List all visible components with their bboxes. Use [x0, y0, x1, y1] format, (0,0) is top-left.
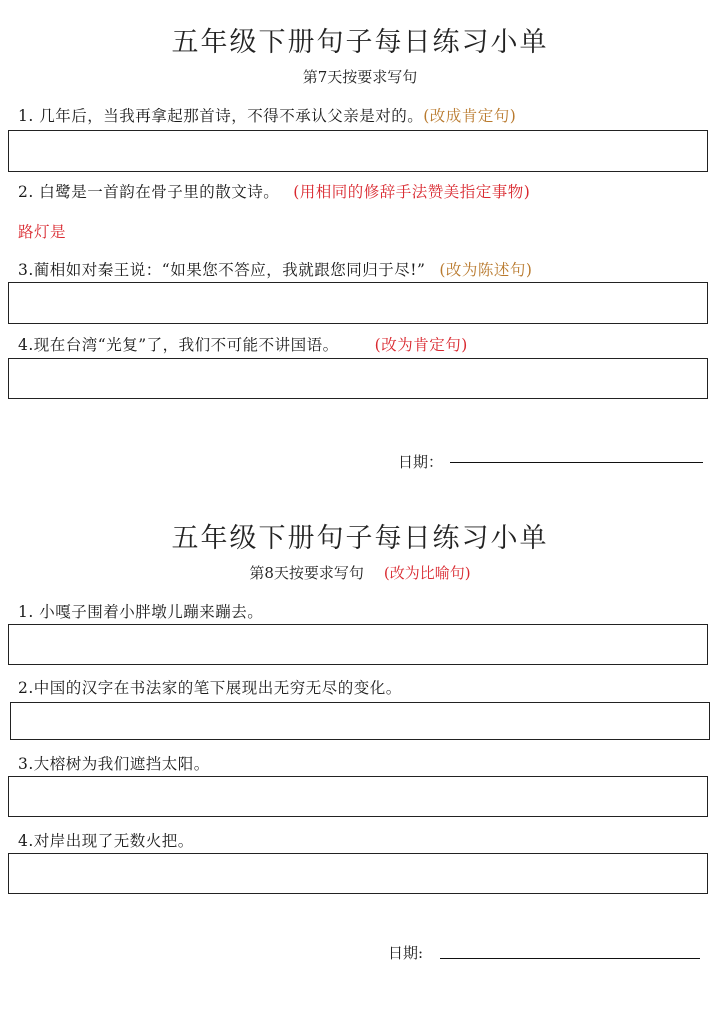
sheet1-answer-box-1[interactable] [8, 130, 708, 172]
question-2-hint: (用相同的修辞手法赞美指定事物) [293, 183, 531, 201]
question-1-hint: (改成肯定句) [423, 107, 517, 125]
sheet2-question-2: 2.中国的汉字在书法家的笔下展现出无穷无尽的变化。 [18, 679, 402, 697]
sheet1-answer-box-3[interactable] [8, 282, 708, 324]
sheet2-subtitle-text: 第8天按要求写句 [249, 564, 364, 582]
sheet1-date-line[interactable] [450, 462, 703, 463]
sheet1-question-3 [18, 258, 532, 280]
question-4-hint: (改为肯定句) [374, 336, 468, 354]
question-4-text: 4.现在台湾“光复”了，我们不可能不讲国语。 [18, 336, 339, 354]
sheet2-answer-box-1[interactable] [8, 624, 708, 665]
sheet1-subtitle: 第7天按要求写句 [302, 68, 418, 86]
sheet1-question-2 [18, 180, 530, 202]
sheet2-answer-box-2[interactable] [10, 702, 710, 740]
question-3-text: 3.蔺相如对秦王说：“如果您不答应，我就跟您同归于尽!” [18, 261, 426, 279]
sheet1-date-label: 日期： [398, 453, 444, 471]
sheet2-answer-box-3[interactable] [8, 776, 708, 817]
sheet1-answer-box-4[interactable] [8, 358, 708, 399]
sheet1-question-2-prompt: 路灯是 [18, 223, 67, 241]
question-3-hint: (改为陈述句) [439, 261, 533, 279]
sheet2-subtitle [0, 562, 720, 583]
sheet2-question-1: 1. 小嘎子围着小胖墩儿蹦来蹦去。 [18, 603, 264, 621]
question-1-text: 1. 几年后，当我再拿起那首诗，不得不承认父亲是对的。 [18, 107, 424, 125]
sheet2-title: 五年级下册句子每日练习小单 [171, 523, 549, 554]
sheet2-question-4: 4.对岸出现了无数火把。 [18, 832, 194, 850]
sheet2-date-label: 日期: [388, 944, 424, 962]
sheet2-date-line[interactable] [440, 958, 700, 959]
sheet1-question-1 [18, 104, 516, 126]
sheet1-question-4 [18, 333, 468, 355]
question-2-text: 2. 白鹭是一首韵在骨子里的散文诗。 [18, 183, 280, 201]
sheet2-answer-box-4[interactable] [8, 853, 708, 894]
sheet2-question-3: 3.大榕树为我们遮挡太阳。 [18, 755, 210, 773]
sheet1-title: 五年级下册句子每日练习小单 [171, 27, 549, 58]
sheet2-subtitle-hint: (改为比喻句) [383, 564, 471, 582]
